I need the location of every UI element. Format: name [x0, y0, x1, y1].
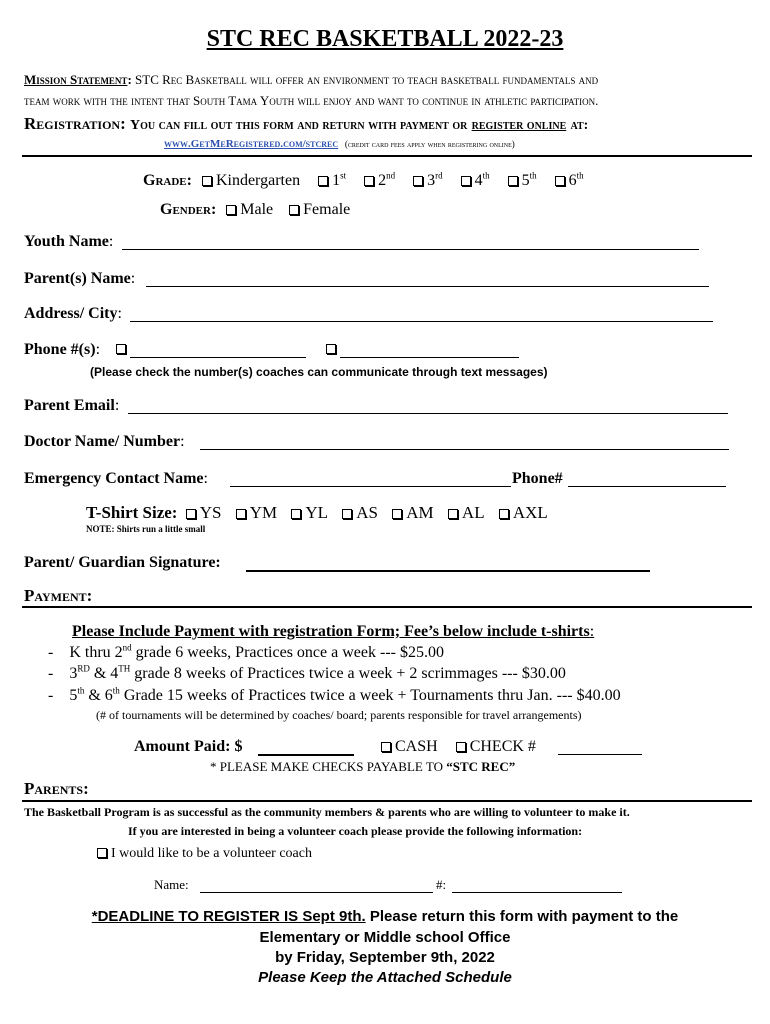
divider	[22, 155, 752, 157]
registration-url-link[interactable]: www.GetMeRegistered.com/stcrec	[164, 138, 339, 150]
payment-item: - 3RD & 4TH grade 8 weeks of Practices twice a week + 2 scrimmages --- $30.00	[48, 663, 566, 682]
checkbox-icon	[226, 205, 236, 215]
tshirt-option-ys[interactable]: YS	[186, 503, 222, 522]
grade-option-kindergarten[interactable]: Kindergarten	[202, 172, 300, 189]
checkbox-icon	[186, 509, 196, 519]
volunteer-number-field[interactable]	[452, 892, 622, 893]
payment-method-row	[381, 738, 536, 756]
mission-line1: STC Rec Basketball will offer an environment to teach basketball fundamentals and	[135, 72, 599, 87]
grade-option-6[interactable]: 6th	[555, 172, 584, 189]
registration-url-row	[164, 138, 515, 150]
doctor-label: Doctor Name/ Number:	[24, 433, 185, 450]
phone-1-field[interactable]	[130, 357, 306, 358]
checkbox-icon	[364, 176, 374, 186]
tshirt-option-am[interactable]: AM	[392, 503, 433, 522]
checkbox-icon	[555, 176, 565, 186]
gender-option-female[interactable]: Female	[289, 201, 350, 218]
tshirt-label: T-Shirt Size:	[86, 503, 178, 522]
emergency-contact-label: Emergency Contact Name:	[24, 470, 208, 487]
checkbox-icon	[461, 176, 471, 186]
volunteer-option[interactable]: I would like to be a volunteer coach	[97, 846, 312, 862]
payment-heading: Please Include Payment with registration Form; Fee’s below include t-shirts:	[72, 623, 595, 640]
checkbox-icon	[318, 176, 328, 186]
emergency-phone-label: Phone#	[512, 470, 563, 487]
address-label: Address/ City:	[24, 305, 122, 322]
divider	[22, 800, 752, 802]
signature-label: Parent/ Guardian Signature:	[24, 554, 221, 571]
parent-email-label: Parent Email:	[24, 397, 120, 414]
payable-note: * PLEASE MAKE CHECKS PAYABLE TO “STC REC”	[210, 759, 516, 774]
checkbox-icon	[456, 742, 466, 752]
deadline-line1: *DEADLINE TO REGISTER IS Sept 9th. Please return this form with payment to the	[91, 908, 679, 925]
tshirt-note: NOTE: Shirts run a little small	[86, 524, 206, 534]
phone-note: (Please check the number(s) coaches can communicate through text messages)	[90, 365, 548, 379]
payment-note: (# of tournaments will be determined by coaches/ board; parents responsible for travel arrangements)	[96, 708, 582, 722]
phone-label: Phone #(s):	[24, 341, 101, 358]
registration-fee-note: (credit card fees apply when registering online)	[344, 139, 515, 149]
mission-statement: Mission Statement: STC Rec Basketball will offer an environment to teach basketball fundamentals and	[24, 72, 599, 87]
checkbox-icon	[97, 848, 107, 858]
checkbox-icon	[392, 509, 402, 519]
amount-paid-label: Amount Paid: $	[134, 738, 243, 755]
grade-option-5[interactable]: 5th	[508, 172, 537, 189]
volunteer-number-label: #:	[436, 877, 447, 892]
payment-item: - K thru 2nd grade 6 weeks, Practices once a week --- $25.00	[48, 642, 444, 661]
grade-option-4[interactable]: 4th	[461, 172, 490, 189]
emergency-phone-field[interactable]	[568, 486, 726, 487]
deadline-line3: by Friday, September 9th, 2022	[275, 949, 495, 966]
volunteer-name-label: Name:	[154, 877, 189, 892]
parents-line2: If you are interested in being a volunteer coach please provide the following information:	[128, 824, 583, 838]
amount-row	[134, 738, 242, 756]
divider	[22, 606, 752, 608]
parent-name-label: Parent(s) Name:	[24, 270, 136, 287]
grade-row	[143, 172, 584, 190]
checkbox-icon	[413, 176, 423, 186]
grade-option-3[interactable]: 3rd	[413, 172, 443, 189]
gender-option-male[interactable]: Male	[226, 201, 273, 218]
tshirt-option-al[interactable]: AL	[448, 503, 485, 522]
registration-after: at:	[570, 118, 589, 133]
gender-label: Gender:	[160, 201, 217, 218]
checkbox-icon	[448, 509, 458, 519]
registration-line	[24, 114, 588, 134]
checkbox-icon	[291, 509, 301, 519]
parent-name-field[interactable]	[146, 286, 709, 287]
checkbox-icon	[202, 176, 212, 186]
parents-label: Parents:	[24, 779, 89, 798]
checkbox-icon	[342, 509, 352, 519]
checkbox-icon	[289, 205, 299, 215]
checkbox-icon	[508, 176, 518, 186]
registration-label: Registration:	[24, 114, 126, 133]
mission-line2: team work with the intent that South Tama Youth will enjoy and want to continue in athletic participation.	[24, 93, 599, 108]
amount-paid-field[interactable]	[258, 754, 354, 756]
checkbox-icon	[236, 509, 246, 519]
gender-row	[160, 201, 350, 219]
checkbox-icon	[499, 509, 509, 519]
youth-name-label: Youth Name:	[24, 233, 114, 250]
payment-label: Payment:	[24, 586, 93, 605]
doctor-field[interactable]	[200, 449, 729, 450]
registration-text: You can fill out this form and return with payment or	[130, 118, 468, 133]
checkbox-icon	[381, 742, 391, 752]
grade-label: Grade:	[143, 172, 192, 189]
grade-option-2[interactable]: 2nd	[364, 172, 395, 189]
tshirt-row	[86, 503, 548, 523]
deadline-line2: Elementary or Middle school Office	[259, 929, 511, 946]
payment-item: - 5th & 6th Grade 15 weeks of Practices twice a week + Tournaments thru Jan. --- $40.00	[48, 685, 621, 704]
signature-field[interactable]	[246, 570, 650, 572]
grade-option-1[interactable]: 1st	[318, 172, 346, 189]
deadline-line4: Please Keep the Attached Schedule	[258, 969, 512, 986]
register-online-link[interactable]: register online	[471, 118, 567, 133]
payment-check-option[interactable]: CHECK #	[456, 738, 536, 755]
address-field[interactable]	[130, 321, 713, 322]
tshirt-option-as[interactable]: AS	[342, 503, 378, 522]
tshirt-option-ym[interactable]: YM	[236, 503, 277, 522]
youth-name-field[interactable]	[122, 249, 699, 250]
phone-2-field[interactable]	[340, 357, 519, 358]
mission-label: Mission Statement	[24, 72, 128, 87]
emergency-contact-field[interactable]	[230, 486, 511, 487]
volunteer-name-field[interactable]	[200, 892, 433, 893]
parents-line1: The Basketball Program is as successful as the community members & parents who are willing to volunteer to make it.	[24, 805, 630, 819]
tshirt-option-axl[interactable]: AXL	[499, 503, 548, 522]
tshirt-option-yl[interactable]: YL	[291, 503, 328, 522]
phone-1-text-checkbox[interactable]	[116, 344, 126, 354]
payment-cash-option[interactable]: CASH	[381, 738, 438, 755]
page-title: STC REC BASKETBALL 2022-23	[206, 26, 564, 52]
check-number-field[interactable]	[558, 754, 642, 755]
parent-email-field[interactable]	[128, 413, 728, 414]
phone-2-text-checkbox[interactable]	[326, 344, 336, 354]
